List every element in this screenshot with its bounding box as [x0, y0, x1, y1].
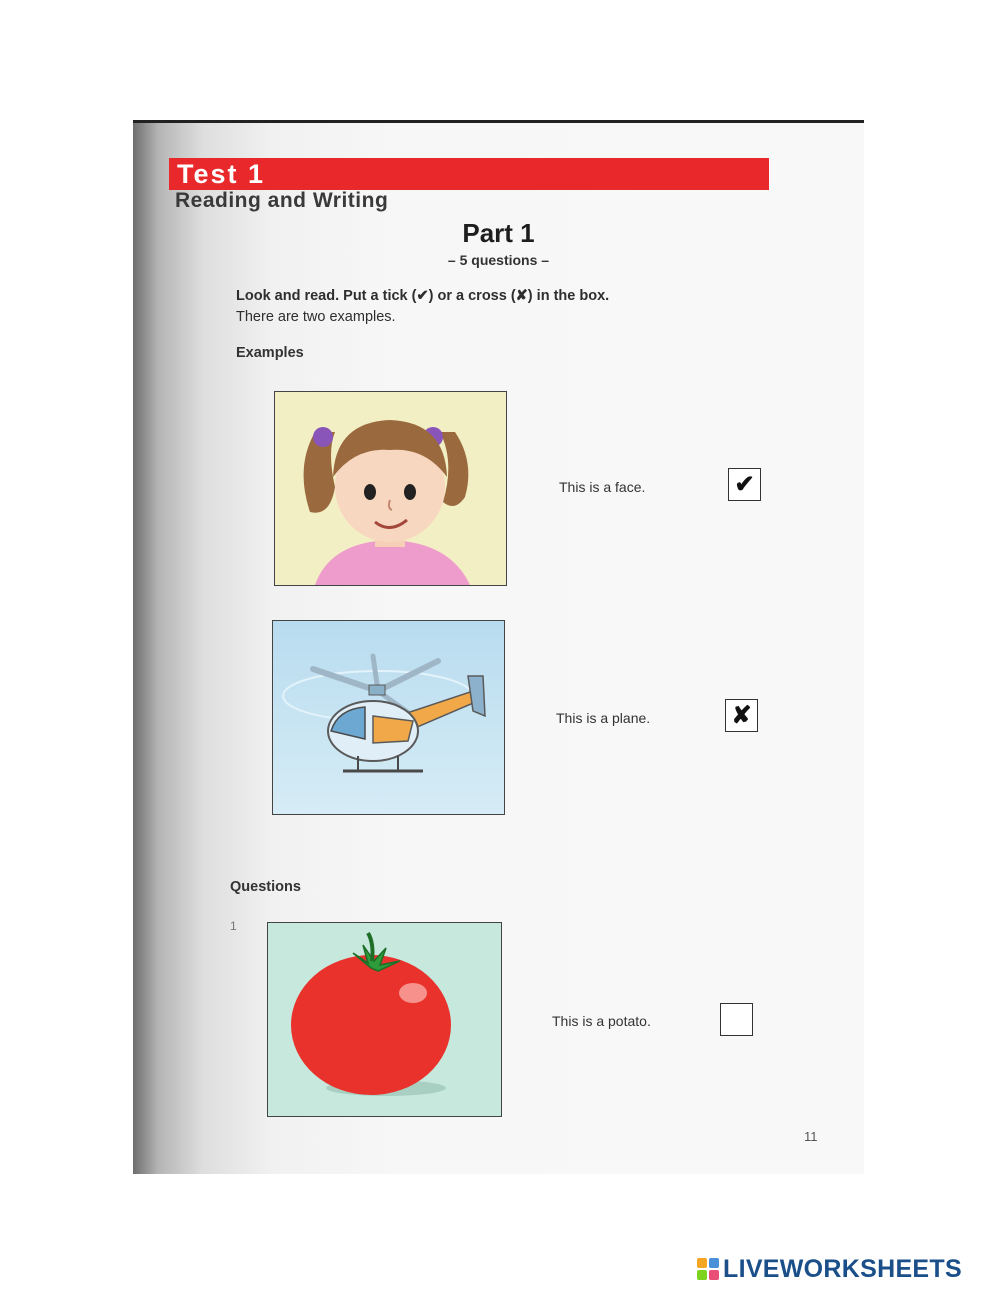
example-1-answer-box[interactable]: ✔ [728, 468, 761, 501]
example-2-answer-box[interactable]: ✘ [725, 699, 758, 732]
question-1-answer-box[interactable] [720, 1003, 753, 1036]
test-label: Test 1 [177, 159, 266, 189]
helicopter-illustration [273, 621, 504, 814]
examples-label: Examples [236, 345, 304, 361]
example-1-statement: This is a face. [559, 479, 646, 495]
helicopter-picture [272, 620, 505, 815]
worksheet-page [133, 120, 864, 1174]
instruction-line-1: Look and read. Put a tick (✔) or a cross (✘) in the box. [236, 288, 610, 304]
liveworksheets-brand[interactable] [697, 1254, 962, 1284]
girl-face-picture [274, 391, 507, 586]
brand-name: LIVEWORKSHEETS [723, 1254, 962, 1283]
logo-square-2 [709, 1258, 719, 1268]
logo-square-3 [697, 1270, 707, 1280]
question-1-statement: This is a potato. [552, 1013, 651, 1029]
logo-square-1 [697, 1258, 707, 1268]
liveworksheets-logo-icon [697, 1258, 719, 1280]
girl-face-illustration [275, 392, 506, 585]
part-title: Part 1 [462, 218, 535, 248]
question-1-number: 1 [230, 919, 237, 933]
example-2-statement: This is a plane. [556, 710, 651, 726]
tomato-picture [267, 922, 502, 1117]
instruction-line-2: There are two examples. [236, 309, 396, 325]
instructions [236, 286, 609, 328]
part-subtitle: – 5 questions – [447, 252, 550, 268]
questions-label: Questions [230, 879, 301, 895]
test-banner [169, 158, 769, 190]
page-number: 11 [804, 1129, 818, 1144]
tomato-illustration [268, 923, 501, 1116]
logo-square-4 [709, 1270, 719, 1280]
section-title: Reading and Writing [175, 189, 389, 212]
